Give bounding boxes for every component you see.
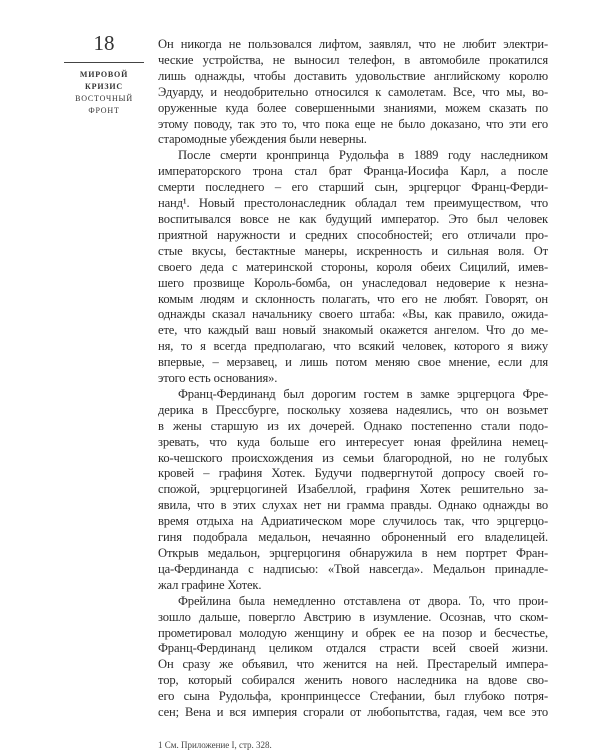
text-line: жал графине Хотек. xyxy=(158,577,262,592)
running-head-part-line: МИРОВОЙ xyxy=(79,70,129,79)
text-line: сен; Вена и вся империя сгорали от любопытства, гадая, чем все это xyxy=(158,705,548,720)
text-line: тор, который собирался женить нового наследника на вдове сво- xyxy=(158,673,548,688)
text-line: нанд¹. Новый престолонаследник обладал тем преимуществом, что xyxy=(158,196,548,211)
footnote: 1 См. Приложение I, стр. 328. xyxy=(158,739,272,750)
paragraph xyxy=(158,37,548,148)
text-line: Франц-Фердинанд был дорогим гостем в замке эрцгерцога Фре- xyxy=(178,386,548,401)
text-line: комым людям и склонность полагать, что его не любят. Говорят, он xyxy=(158,291,548,306)
text-line: шего прозвище Король-бомба, он унаследовал недоверие к незна- xyxy=(158,275,548,290)
text-line: старомодные убеждения были неверны. xyxy=(158,132,367,147)
text-line: ня, то я всегда предполагаю, что всякий человек, которого я вижу xyxy=(158,339,548,354)
header-rule xyxy=(64,62,144,63)
text-line: зошло дальше, повергло Австрию в изумление. Осознав, что ском- xyxy=(158,609,548,624)
text-line: зревать, что куда больше его интересует юная фрейлина немец- xyxy=(158,434,548,449)
text-line: ца-Фердинанда с надписью: «Твой навсегда». Медальон принадле- xyxy=(158,561,548,576)
text-line: стые вкусы, бестактные манеры, искренность и сильная воля. От xyxy=(158,243,548,258)
text-line: его сына Рудольфа, кронпринцессе Стефании, был глубоко потря- xyxy=(158,689,548,704)
body-text xyxy=(158,37,548,721)
text-line: дерика в Прессбурге, поскольку хозяева надеялись, что он возьмет xyxy=(158,402,548,417)
paragraph xyxy=(158,148,548,387)
text-line: лишь однажды, чтобы доставить удовольствие английскому королю xyxy=(158,68,548,83)
text-line: явила, что в этих слухах нет ни грамма правды. Однако однажды во xyxy=(158,498,548,513)
text-line: ете, что каждый ваш новый знакомый окажется ангелом. Что до ме- xyxy=(158,323,548,338)
text-line: кровей – графиня Хотек. Будучи подвергнутой допросу своей го- xyxy=(158,466,548,481)
text-line: оруженные куда более совершенными знаниями, можем сказать по xyxy=(158,100,548,115)
text-line: императорского трона стал брат Франца-Иосифа Карл, а после xyxy=(158,164,548,179)
text-line: в жены старшую из их дочерей. Однако постепенно стали подо- xyxy=(158,418,548,433)
text-line: ческие устройства, не выносил телефон, в автомобиле прокатился xyxy=(158,52,548,67)
main-column xyxy=(158,37,548,751)
text-line: приятной наружности и средних способностей; его отличали про- xyxy=(158,227,548,242)
page-number: 18 xyxy=(93,31,115,55)
running-head-part-line: КРИЗИС xyxy=(85,82,123,91)
paragraph xyxy=(158,387,548,594)
text-line: Он сразу же объявил, что женится на ней. Престарелый импера- xyxy=(158,657,548,672)
running-head xyxy=(64,69,144,117)
text-line: воспитывался вовсе не как будущий император. Это был человек xyxy=(158,211,548,226)
running-head-section-line: ФРОНТ xyxy=(88,106,120,115)
paragraph xyxy=(158,594,548,721)
text-line: прометировал молодую женщину и обрек ее на позор и бесчестье, xyxy=(158,625,548,640)
text-line: Эдуарду, и неодобрительно относился к самолетам. Все, что мы, во- xyxy=(158,84,548,99)
text-line: спожой, эрцгерцогиней Изабеллой, графиня Хотек решительно за- xyxy=(158,482,548,497)
text-line: Открыв медальон, эрцгерцогиня обнаружила в нем портрет Фран- xyxy=(158,546,548,560)
text-line: время отдыха на Адриатическом море случилось так, что эрцгерцо- xyxy=(158,514,548,529)
margin-column xyxy=(64,30,144,117)
text-line: своего деда с материнской стороны, короля обеих Сицилий, имев- xyxy=(158,259,548,274)
text-line: Он никогда не пользовался лифтом, заявлял, что не любит электри- xyxy=(158,37,548,51)
text-line: однажды сказал начальнику своего штаба: «Вы, как правило, ожида- xyxy=(158,307,548,322)
text-line: этого есть основания». xyxy=(158,371,278,386)
text-line: После смерти кронпринца Рудольфа в 1889 году наследником xyxy=(178,148,548,163)
text-line: Франц-Фердинанд целиком отдался страсти всей своей жизни. xyxy=(158,641,548,656)
text-line: впервые, – мерзавец, и лишь потом меняю свое мнение, если для xyxy=(158,355,548,370)
text-line: смерти последнего – его старший сын, эрцгерцог Франц-Ферди- xyxy=(158,180,548,195)
text-line: ко-чешского происхождения из семьи благородной, но не голубых xyxy=(158,450,548,465)
text-line: Фрейлина была немедленно отставлена от двора. То, что прои- xyxy=(178,593,548,608)
text-line: этому поводу, так это то, что пока еще не было доказано, что эти его xyxy=(158,116,548,131)
text-line: гиня подобрала медальон, нечаянно оброненный его владелицей. xyxy=(158,530,548,545)
running-head-section-line: ВОСТОЧНЫЙ xyxy=(75,94,133,103)
